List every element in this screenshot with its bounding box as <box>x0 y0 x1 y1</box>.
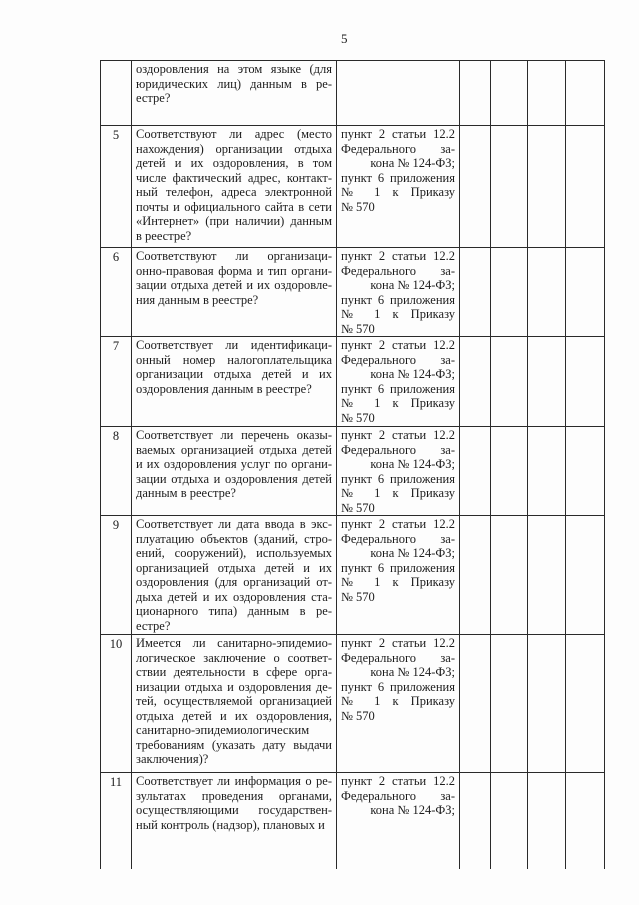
question-line: естре? <box>136 618 171 633</box>
answer-cell <box>460 61 491 126</box>
answer-cell <box>491 427 528 516</box>
answer-cell <box>460 635 491 773</box>
answer-cell <box>460 427 491 516</box>
table-row <box>101 773 605 869</box>
question-line: ствии деятельности в сфере орга- <box>136 665 332 679</box>
question-line: данным в реестре? <box>136 486 236 500</box>
question-line: нахождения) организации отдыха <box>136 141 332 156</box>
legal-reference-cell <box>337 61 460 126</box>
question-line: оздоровления данным в реестре? <box>136 381 312 396</box>
question-line: санитарно-эпидемиологическим <box>136 723 310 737</box>
question-line: Имеется ли санитарно-эпидемио- <box>136 636 332 650</box>
legal-reference-line: № 1 к Приказу <box>341 486 455 500</box>
question-line: плуатацию объектов (зданий, стро- <box>136 531 332 546</box>
legal-reference-line: Федерального за- <box>341 531 455 546</box>
legal-reference-line: № 570 <box>341 410 375 425</box>
question-cell <box>132 427 337 516</box>
answer-cell <box>528 337 566 427</box>
legal-reference-line: № 1 к Приказу <box>341 185 455 199</box>
question-cell <box>132 126 337 248</box>
legal-reference-line: № 570 <box>341 708 375 723</box>
question-line: тей, осуществляемой организацией <box>136 694 332 708</box>
question-line: в реестре? <box>136 228 192 243</box>
legal-reference-line: № 1 к Приказу <box>341 396 455 410</box>
legal-reference-cell <box>337 635 460 773</box>
answer-cell <box>566 427 605 516</box>
answer-cell <box>491 337 528 427</box>
table-row <box>101 126 605 248</box>
legal-reference-line: Федерального за- <box>341 650 455 665</box>
legal-reference-line: кона № 124-ФЗ; <box>370 803 455 817</box>
question-line: ционарного типа) данным в ре- <box>136 604 332 618</box>
answer-cell <box>566 773 605 869</box>
answer-cell <box>528 773 566 869</box>
checklist-table <box>100 60 605 869</box>
question-line: организацией отдыха детей и их <box>136 560 332 575</box>
legal-reference-line: пункт 2 статьи 12.2 <box>341 428 455 442</box>
question-line: числе фактический адрес, контакт- <box>136 170 332 185</box>
row-number-cell: 6 <box>101 248 132 337</box>
legal-reference-line: кона № 124-ФЗ; <box>370 665 455 679</box>
row-number-cell: 11 <box>101 773 132 869</box>
question-line: почты и официального сайта в сети <box>136 199 332 214</box>
question-line: онно-правовая форма и тип органи- <box>136 263 332 278</box>
legal-reference-cell <box>337 516 460 635</box>
question-line: Соответствует ли перечень оказы- <box>136 428 332 442</box>
question-line: ваемых организацией отдыха детей <box>136 442 332 457</box>
legal-reference-line: кона № 124-ФЗ; <box>370 367 455 381</box>
question-line: Соответствует ли информация о ре- <box>136 774 332 788</box>
checklist-table-body <box>101 61 605 869</box>
legal-reference-cell <box>337 248 460 337</box>
answer-cell <box>460 337 491 427</box>
question-line: требованиям (указать дату выдачи <box>136 737 332 752</box>
question-line: зации отдыха детей и их оздоровле- <box>136 278 332 292</box>
legal-reference-line: № 570 <box>341 321 375 336</box>
legal-reference-line: пункт 2 статьи 12.2 <box>341 774 455 788</box>
question-line: дыха детей и их оздоровления ста- <box>136 589 332 604</box>
question-line: ный контроль (надзор), плановых и <box>136 817 325 832</box>
question-line: Соответствует ли идентификаци- <box>136 338 332 352</box>
answer-cell <box>566 635 605 773</box>
question-line: онный номер налогоплательщика <box>136 352 332 367</box>
answer-cell <box>528 635 566 773</box>
question-line: оздоровления на этом языке (для <box>136 62 332 76</box>
legal-reference-line: кона № 124-ФЗ; <box>370 156 455 170</box>
question-line: зультатах проведения органами, <box>136 788 332 803</box>
answer-cell <box>491 773 528 869</box>
question-line: зации отдыха и оздоровления детей <box>136 471 332 486</box>
question-line: отдыха детей и их оздоровления, <box>136 708 332 723</box>
legal-reference-line: пункт 2 статьи 12.2 <box>341 249 455 263</box>
legal-reference-line: пункт 6 приложения <box>341 381 455 396</box>
legal-reference-line: Федерального за- <box>341 442 455 457</box>
table-row <box>101 427 605 516</box>
legal-reference-line: № 1 к Приказу <box>341 575 455 589</box>
question-line: низации отдыха и оздоровления де- <box>136 679 332 694</box>
legal-reference-line: кона № 124-ФЗ; <box>370 278 455 292</box>
answer-cell <box>491 126 528 248</box>
page-number: 5 <box>341 31 348 46</box>
legal-reference-cell <box>337 773 460 869</box>
legal-reference-line: № 1 к Приказу <box>341 307 455 321</box>
answer-cell <box>528 516 566 635</box>
legal-reference-cell <box>337 427 460 516</box>
question-line: ный телефон, адреса электронной <box>136 185 332 199</box>
row-number-cell: 7 <box>101 337 132 427</box>
question-cell <box>132 516 337 635</box>
legal-reference-line: пункт 6 приложения <box>341 170 455 185</box>
legal-reference-cell <box>337 126 460 248</box>
legal-reference-line: Федерального за- <box>341 263 455 278</box>
question-cell <box>132 635 337 773</box>
legal-reference-line: Федерального за- <box>341 788 455 803</box>
row-number-cell: 5 <box>101 126 132 248</box>
question-line: естре? <box>136 91 171 105</box>
row-number-cell <box>101 61 132 126</box>
question-line: оздоровления (для организаций от- <box>136 575 332 589</box>
legal-reference-line: пункт 6 приложения <box>341 679 455 694</box>
answer-cell <box>566 248 605 337</box>
answer-cell <box>566 337 605 427</box>
row-number-cell: 10 <box>101 635 132 773</box>
answer-cell <box>528 126 566 248</box>
legal-reference-line: пункт 2 статьи 12.2 <box>341 517 455 531</box>
question-line: Соответствуют ли адрес (место <box>136 127 332 141</box>
row-number-cell: 9 <box>101 516 132 635</box>
question-line: «Интернет» (при наличии) данным <box>136 214 332 228</box>
question-line: заключения)? <box>136 752 209 766</box>
legal-reference-line: пункт 2 статьи 12.2 <box>341 127 455 141</box>
answer-cell <box>460 773 491 869</box>
answer-cell <box>566 516 605 635</box>
answer-cell <box>491 635 528 773</box>
answer-cell <box>491 516 528 635</box>
question-line: осуществляющими государствен- <box>136 803 332 817</box>
legal-reference-line: Федерального за- <box>341 352 455 367</box>
legal-reference-line: пункт 6 приложения <box>341 292 455 307</box>
legal-reference-cell <box>337 337 460 427</box>
row-number-cell: 8 <box>101 427 132 516</box>
answer-cell <box>460 516 491 635</box>
question-line: ния данным в реестре? <box>136 292 259 307</box>
question-cell <box>132 337 337 427</box>
answer-cell <box>460 248 491 337</box>
table-row <box>101 61 605 126</box>
table-row <box>101 516 605 635</box>
question-cell <box>132 61 337 126</box>
legal-reference-line: пункт 6 приложения <box>341 471 455 486</box>
legal-reference-line: кона № 124-ФЗ; <box>370 457 455 471</box>
question-cell <box>132 773 337 869</box>
legal-reference-line: пункт 2 статьи 12.2 <box>341 338 455 352</box>
legal-reference-line: пункт 2 статьи 12.2 <box>341 636 455 650</box>
answer-cell <box>566 126 605 248</box>
question-line: и их оздоровления услуг по органи- <box>136 457 332 471</box>
legal-reference-line: пункт 6 приложения <box>341 560 455 575</box>
legal-reference-line: № 570 <box>341 589 375 604</box>
answer-cell <box>566 61 605 126</box>
legal-reference-line: № 570 <box>341 500 375 515</box>
table-row <box>101 248 605 337</box>
question-line: ений, сооружений), используемых <box>136 546 332 560</box>
legal-reference-line: Федерального за- <box>341 141 455 156</box>
answer-cell <box>528 427 566 516</box>
question-line: юридических лиц) данным в ре- <box>136 76 332 91</box>
question-cell <box>132 248 337 337</box>
question-line: Соответствуют ли организаци- <box>136 249 332 263</box>
legal-reference-line: № 1 к Приказу <box>341 694 455 708</box>
table-row <box>101 337 605 427</box>
table-row <box>101 635 605 773</box>
answer-cell <box>528 61 566 126</box>
question-line: детей и их оздоровления, в том <box>136 156 332 170</box>
legal-reference-line: кона № 124-ФЗ; <box>370 546 455 560</box>
question-line: Соответствует ли дата ввода в экс- <box>136 517 332 531</box>
legal-reference-line: № 570 <box>341 199 375 214</box>
answer-cell <box>491 248 528 337</box>
answer-cell <box>460 126 491 248</box>
question-line: логическое заключение о соответ- <box>136 650 332 665</box>
answer-cell <box>528 248 566 337</box>
question-line: организации отдыха детей и их <box>136 367 332 381</box>
answer-cell <box>491 61 528 126</box>
